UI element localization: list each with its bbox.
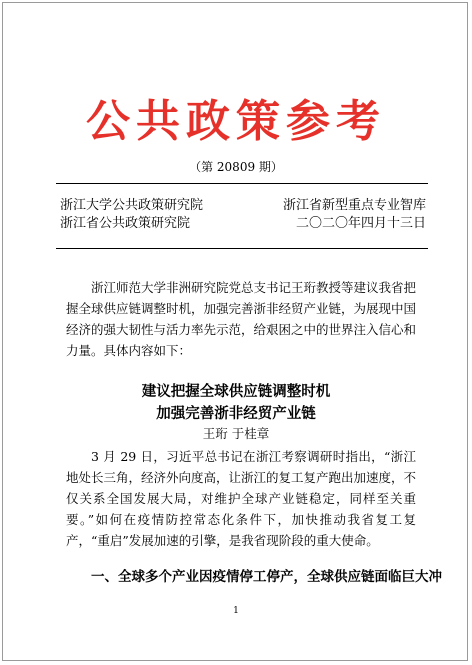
article-title-line1: 建议把握全球供应链调整时机 (141, 384, 331, 400)
org-row-1 (60, 197, 426, 215)
intro-paragraph: 浙江师范大学非洲研究院党总支书记王珩教授等建议我省把握全球供应链调整时机，加强完善浙非经贸产业链，为展现中国经济的强大韧性与活力率先示范，给艰困之中的世界注入信心和力量。具体内容如下： (66, 280, 417, 358)
publish-date: 二〇二〇年四月十三日 (295, 216, 426, 231)
org-row-2 (60, 215, 426, 233)
header-divider-top (56, 183, 428, 184)
body-paragraph: 3 月 29 日，习近平总书记在浙江考察调研时指出，“浙江地处长三角，经济外向度高，让浙江的复工复产跑出加速度，不仅关系全国发展大局，对维护全球产业链稳定，同样至关重要。”如何在疫情防控常态化条件下，加快推动我省复工复产，“重启”发展加速的引擎，是我省现阶段的重大使命。 (66, 449, 417, 548)
issue-number: （第 20809 期） (189, 160, 283, 174)
article-title-line2: 加强完善浙非经贸产业链 (156, 406, 316, 422)
header-divider-bottom (56, 248, 428, 249)
page-number: 1 (233, 606, 239, 616)
section-heading: 一、全球多个产业因疫情停工停产，全球供应链面临巨大冲 (91, 569, 442, 585)
article-authors: 王珩 于桂章 (202, 426, 270, 441)
document-title: 公共政策参考 (86, 96, 386, 147)
co-publisher-name: 浙江省公共政策研究院 (60, 216, 191, 231)
publisher-name: 浙江大学公共政策研究院 (60, 198, 204, 213)
think-tank-label: 浙江省新型重点专业智库 (282, 198, 426, 213)
